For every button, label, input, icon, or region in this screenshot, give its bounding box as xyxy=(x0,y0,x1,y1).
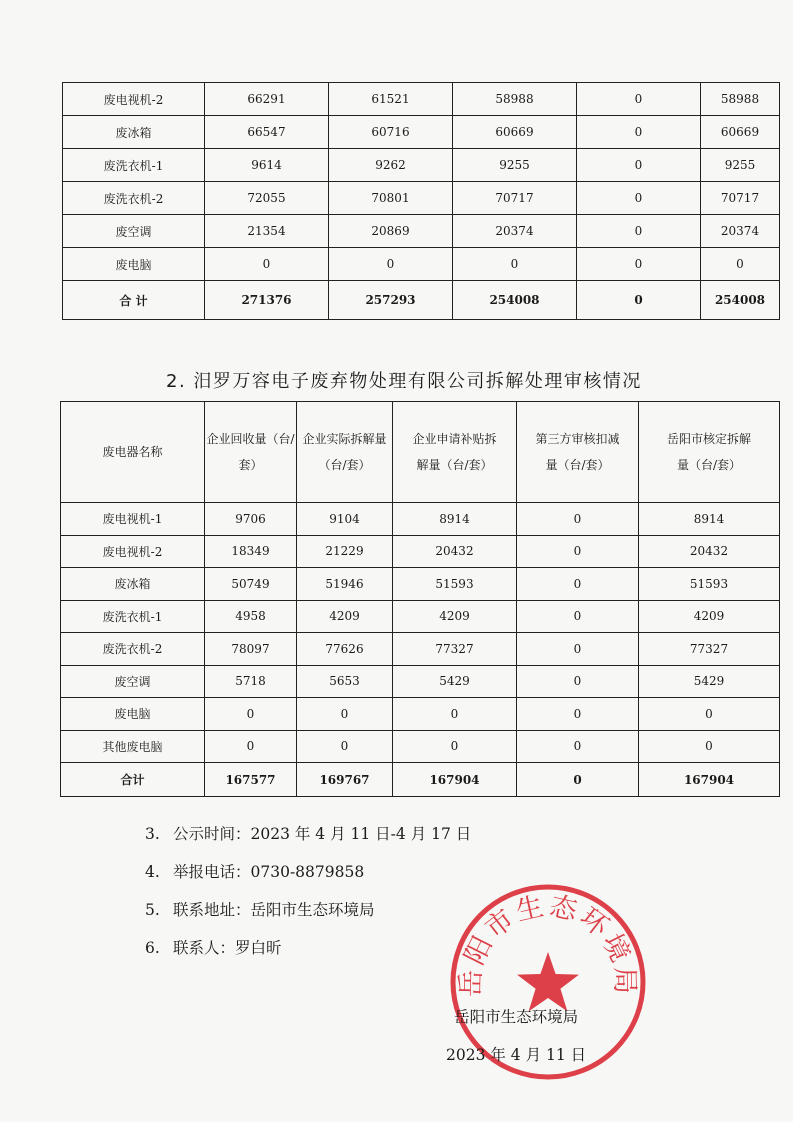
cell-appliance-name: 废冰箱 xyxy=(61,568,205,601)
cell-subsidy-application: 0 xyxy=(393,730,517,763)
cell-approved-quantity: 254008 xyxy=(701,281,780,320)
cell-approved-quantity: 58988 xyxy=(701,83,780,116)
cell-appliance-name: 其他废电脑 xyxy=(61,730,205,763)
cell-approved-quantity: 0 xyxy=(701,248,780,281)
cell-third-party-deduction: 0 xyxy=(577,116,701,149)
table-row xyxy=(61,503,780,536)
cell-recovery-quantity: 0 xyxy=(205,698,297,731)
cell-third-party-deduction: 0 xyxy=(577,281,701,320)
cell-subsidy-application: 0 xyxy=(453,248,577,281)
notice-info xyxy=(145,815,471,967)
cell-approved-quantity: 20432 xyxy=(639,535,780,568)
table-row xyxy=(63,182,780,215)
table-row xyxy=(61,568,780,601)
cell-third-party-deduction: 0 xyxy=(517,763,639,797)
cell-appliance-name: 废电脑 xyxy=(61,698,205,731)
table-row xyxy=(63,149,780,182)
cell-appliance-name: 废空调 xyxy=(63,215,205,248)
signature-block xyxy=(446,998,586,1074)
table-row xyxy=(63,83,780,116)
column-header-approved-quantity: 岳阳市核定拆解量（台/套） xyxy=(639,402,780,503)
cell-recovery-quantity: 4958 xyxy=(205,600,297,633)
cell-third-party-deduction: 0 xyxy=(517,535,639,568)
cell-appliance-name: 废洗衣机-1 xyxy=(63,149,205,182)
cell-appliance-name: 合 计 xyxy=(63,281,205,320)
cell-recovery-quantity: 21354 xyxy=(205,215,329,248)
cell-actual-dismantling: 257293 xyxy=(329,281,453,320)
cell-third-party-deduction: 0 xyxy=(517,503,639,536)
cell-recovery-quantity: 78097 xyxy=(205,633,297,666)
cell-subsidy-application: 5429 xyxy=(393,665,517,698)
cell-third-party-deduction: 0 xyxy=(517,730,639,763)
cell-approved-quantity: 0 xyxy=(639,730,780,763)
table-2 xyxy=(60,401,780,797)
cell-recovery-quantity: 66547 xyxy=(205,116,329,149)
cell-actual-dismantling: 61521 xyxy=(329,83,453,116)
cell-appliance-name: 废冰箱 xyxy=(63,116,205,149)
cell-subsidy-application: 0 xyxy=(393,698,517,731)
cell-recovery-quantity: 66291 xyxy=(205,83,329,116)
seal-text: 岳阳市生态环境局 xyxy=(455,890,641,998)
cell-approved-quantity: 60669 xyxy=(701,116,780,149)
table-row xyxy=(61,665,780,698)
cell-approved-quantity: 8914 xyxy=(639,503,780,536)
cell-third-party-deduction: 0 xyxy=(517,600,639,633)
cell-subsidy-application: 70717 xyxy=(453,182,577,215)
table-row xyxy=(63,116,780,149)
column-header-subsidy-application: 企业申请补贴拆解量（台/套） xyxy=(393,402,517,503)
cell-actual-dismantling: 51946 xyxy=(297,568,393,601)
cell-third-party-deduction: 0 xyxy=(577,149,701,182)
table-row xyxy=(61,698,780,731)
cell-subsidy-application: 51593 xyxy=(393,568,517,601)
cell-actual-dismantling: 21229 xyxy=(297,535,393,568)
cell-appliance-name: 废洗衣机-2 xyxy=(61,633,205,666)
signature-org: 岳阳市生态环境局 xyxy=(454,1008,579,1026)
cell-subsidy-application: 20374 xyxy=(453,215,577,248)
table-row xyxy=(61,600,780,633)
cell-appliance-name: 废电脑 xyxy=(63,248,205,281)
cell-subsidy-application: 9255 xyxy=(453,149,577,182)
cell-third-party-deduction: 0 xyxy=(577,182,701,215)
cell-subsidy-application: 77327 xyxy=(393,633,517,666)
cell-appliance-name: 废空调 xyxy=(61,665,205,698)
cell-approved-quantity: 77327 xyxy=(639,633,780,666)
cell-approved-quantity: 20374 xyxy=(701,215,780,248)
cell-recovery-quantity: 167577 xyxy=(205,763,297,797)
cell-third-party-deduction: 0 xyxy=(517,633,639,666)
cell-subsidy-application: 8914 xyxy=(393,503,517,536)
cell-third-party-deduction: 0 xyxy=(517,698,639,731)
table-row xyxy=(63,248,780,281)
cell-recovery-quantity: 72055 xyxy=(205,182,329,215)
cell-actual-dismantling: 0 xyxy=(297,698,393,731)
table-row xyxy=(61,730,780,763)
cell-appliance-name: 废电视机-2 xyxy=(63,83,205,116)
column-header-third-party-deduction: 第三方审核扣减量（台/套） xyxy=(517,402,639,503)
cell-third-party-deduction: 0 xyxy=(577,248,701,281)
cell-actual-dismantling: 70801 xyxy=(329,182,453,215)
total-row xyxy=(63,281,780,320)
cell-appliance-name: 合计 xyxy=(61,763,205,797)
table-row xyxy=(63,215,780,248)
column-header-appliance-name: 废电器名称 xyxy=(61,402,205,503)
cell-actual-dismantling: 20869 xyxy=(329,215,453,248)
cell-recovery-quantity: 50749 xyxy=(205,568,297,601)
cell-approved-quantity: 9255 xyxy=(701,149,780,182)
cell-recovery-quantity: 9614 xyxy=(205,149,329,182)
cell-subsidy-application: 4209 xyxy=(393,600,517,633)
cell-actual-dismantling: 169767 xyxy=(297,763,393,797)
cell-approved-quantity: 51593 xyxy=(639,568,780,601)
notice-time: 3. 公示时间：2023 年 4 月 11 日-4 月 17 日 xyxy=(145,825,472,843)
contact-person: 6. 联系人：罗白昕 xyxy=(145,939,282,957)
cell-actual-dismantling: 60716 xyxy=(329,116,453,149)
table-1 xyxy=(62,82,780,320)
cell-appliance-name: 废电视机-2 xyxy=(61,535,205,568)
cell-approved-quantity: 5429 xyxy=(639,665,780,698)
cell-actual-dismantling: 77626 xyxy=(297,633,393,666)
table-row xyxy=(61,535,780,568)
cell-actual-dismantling: 9104 xyxy=(297,503,393,536)
cell-recovery-quantity: 0 xyxy=(205,248,329,281)
cell-actual-dismantling: 0 xyxy=(297,730,393,763)
cell-recovery-quantity: 18349 xyxy=(205,535,297,568)
cell-appliance-name: 废电视机-1 xyxy=(61,503,205,536)
cell-actual-dismantling: 9262 xyxy=(329,149,453,182)
column-header-actual-dismantling: 企业实际拆解量（台/套） xyxy=(297,402,393,503)
total-row xyxy=(61,763,780,797)
cell-actual-dismantling: 0 xyxy=(329,248,453,281)
cell-third-party-deduction: 0 xyxy=(577,83,701,116)
cell-approved-quantity: 4209 xyxy=(639,600,780,633)
cell-approved-quantity: 167904 xyxy=(639,763,780,797)
cell-third-party-deduction: 0 xyxy=(517,568,639,601)
cell-subsidy-application: 20432 xyxy=(393,535,517,568)
cell-subsidy-application: 60669 xyxy=(453,116,577,149)
cell-subsidy-application: 58988 xyxy=(453,83,577,116)
cell-approved-quantity: 0 xyxy=(639,698,780,731)
cell-appliance-name: 废洗衣机-2 xyxy=(63,182,205,215)
cell-third-party-deduction: 0 xyxy=(577,215,701,248)
cell-approved-quantity: 70717 xyxy=(701,182,780,215)
table-row xyxy=(61,633,780,666)
cell-actual-dismantling: 5653 xyxy=(297,665,393,698)
table-header-row xyxy=(61,402,780,503)
section-2-title: 2. 汨罗万容电子废弃物处理有限公司拆解处理审核情况 xyxy=(166,371,642,392)
cell-third-party-deduction: 0 xyxy=(517,665,639,698)
contact-address: 5. 联系地址：岳阳市生态环境局 xyxy=(145,901,375,919)
cell-actual-dismantling: 4209 xyxy=(297,600,393,633)
cell-recovery-quantity: 0 xyxy=(205,730,297,763)
report-phone: 4. 举报电话：0730-8879858 xyxy=(145,863,365,881)
column-header-recovery-quantity: 企业回收量（台/套） xyxy=(205,402,297,503)
cell-recovery-quantity: 271376 xyxy=(205,281,329,320)
cell-recovery-quantity: 5718 xyxy=(205,665,297,698)
cell-subsidy-application: 254008 xyxy=(453,281,577,320)
signature-date: 2023 年 4 月 11 日 xyxy=(446,1046,587,1064)
cell-recovery-quantity: 9706 xyxy=(205,503,297,536)
cell-appliance-name: 废洗衣机-1 xyxy=(61,600,205,633)
cell-subsidy-application: 167904 xyxy=(393,763,517,797)
